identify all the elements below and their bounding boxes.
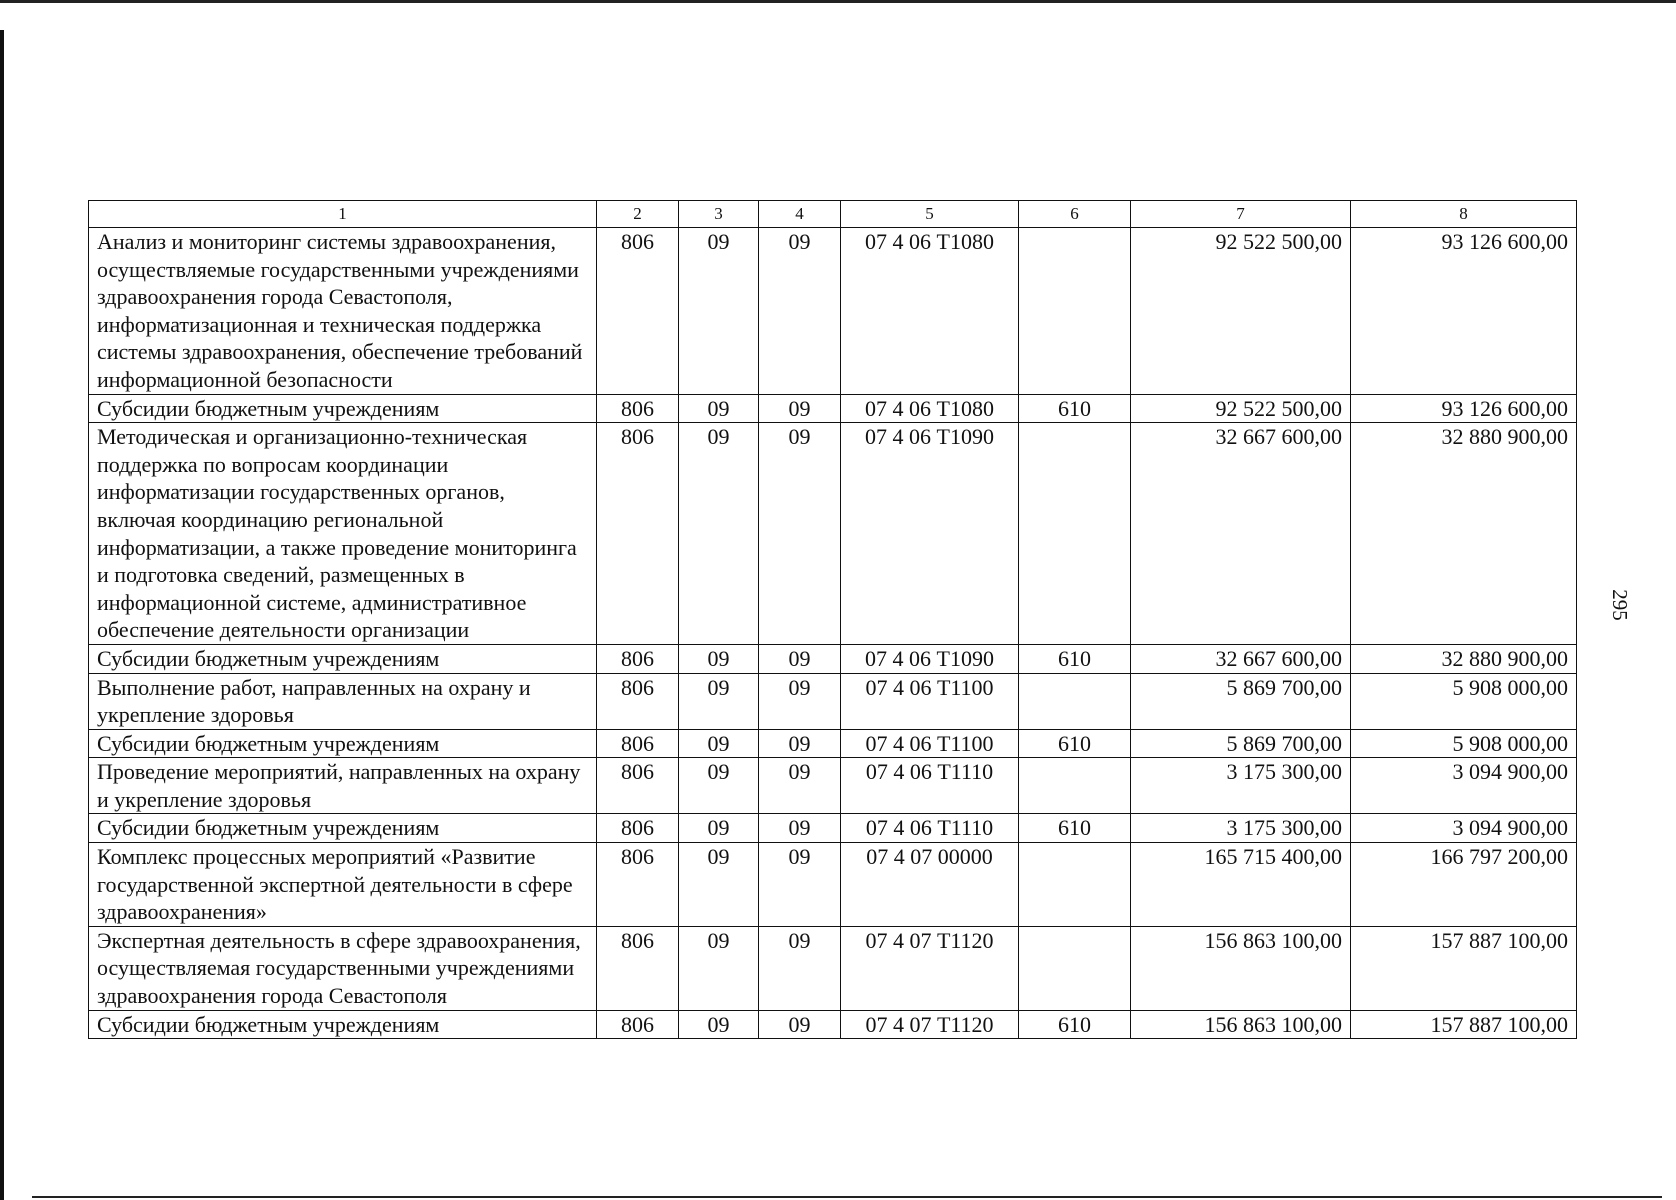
table-header: [89, 201, 1577, 228]
scan-edge-top: [0, 0, 1676, 3]
expense-type-code: 610: [1019, 394, 1131, 423]
header-row: [89, 201, 1577, 228]
ministry-code: 806: [597, 394, 679, 423]
item-name: Методическая и организационно-техническая поддержка по вопросам координации информатизации государственных органов, включая координацию региональной информатизации, а также проведение мониторинга и подготовка сведений, размещенных в информационной системе, административное обеспечение деятельности организации: [89, 423, 597, 645]
expense-type-code: 610: [1019, 644, 1131, 673]
expense-type-code: [1019, 423, 1131, 645]
subsection-code: 09: [759, 729, 841, 758]
expense-type-code: [1019, 228, 1131, 395]
page-number: 295: [1608, 589, 1632, 621]
expense-type-code: [1019, 673, 1131, 729]
target-article-code: 07 4 06 Т1090: [841, 423, 1019, 645]
subsection-code: 09: [759, 843, 841, 927]
target-article-code: 07 4 06 Т1090: [841, 644, 1019, 673]
amount-col-7: 32 667 600,00: [1131, 644, 1351, 673]
amount-col-8: 32 880 900,00: [1351, 423, 1577, 645]
ministry-code: 806: [597, 814, 679, 843]
item-name: Субсидии бюджетным учреждениям: [89, 814, 597, 843]
target-article-code: 07 4 07 Т1120: [841, 1010, 1019, 1039]
section-code: 09: [679, 926, 759, 1010]
target-article-code: 07 4 06 Т1080: [841, 394, 1019, 423]
amount-col-8: 93 126 600,00: [1351, 394, 1577, 423]
table-row: [89, 423, 1577, 645]
section-code: 09: [679, 423, 759, 645]
item-name: Экспертная деятельность в сфере здравоохранения, осуществляемая государственными учреждениями здравоохранения города Севастополя: [89, 926, 597, 1010]
ministry-code: 806: [597, 644, 679, 673]
table-row: [89, 729, 1577, 758]
scan-edge-bottom: [32, 1196, 1662, 1198]
amount-col-8: 3 094 900,00: [1351, 814, 1577, 843]
table-row: [89, 644, 1577, 673]
subsection-code: 09: [759, 1010, 841, 1039]
target-article-code: 07 4 06 Т1080: [841, 228, 1019, 395]
amount-col-7: 3 175 300,00: [1131, 814, 1351, 843]
target-article-code: 07 4 06 Т1100: [841, 729, 1019, 758]
item-name: Субсидии бюджетным учреждениям: [89, 1010, 597, 1039]
target-article-code: 07 4 07 00000: [841, 843, 1019, 927]
table-row: [89, 926, 1577, 1010]
section-code: 09: [679, 729, 759, 758]
header-col-3: 3: [679, 201, 759, 228]
amount-col-8: 32 880 900,00: [1351, 644, 1577, 673]
scan-edge-left: [0, 30, 4, 1200]
item-name: Выполнение работ, направленных на охрану и укрепление здоровья: [89, 673, 597, 729]
subsection-code: 09: [759, 423, 841, 645]
section-code: 09: [679, 814, 759, 843]
amount-col-8: 166 797 200,00: [1351, 843, 1577, 927]
header-col-2: 2: [597, 201, 679, 228]
amount-col-8: 5 908 000,00: [1351, 729, 1577, 758]
subsection-code: 09: [759, 814, 841, 843]
target-article-code: 07 4 07 Т1120: [841, 926, 1019, 1010]
item-name: Анализ и мониторинг системы здравоохранения, осуществляемые государственными учреждениями здравоохранения города Севастополя, информатизационная и техническая поддержка системы здравоохранения, обеспечение требований информационной безопасности: [89, 228, 597, 395]
amount-col-7: 5 869 700,00: [1131, 673, 1351, 729]
amount-col-8: 157 887 100,00: [1351, 926, 1577, 1010]
amount-col-7: 165 715 400,00: [1131, 843, 1351, 927]
subsection-code: 09: [759, 673, 841, 729]
target-article-code: 07 4 06 Т1110: [841, 758, 1019, 814]
amount-col-7: 156 863 100,00: [1131, 1010, 1351, 1039]
header-col-8: 8: [1351, 201, 1577, 228]
ministry-code: 806: [597, 843, 679, 927]
section-code: 09: [679, 843, 759, 927]
subsection-code: 09: [759, 394, 841, 423]
header-col-5: 5: [841, 201, 1019, 228]
amount-col-8: 157 887 100,00: [1351, 1010, 1577, 1039]
subsection-code: 09: [759, 644, 841, 673]
header-col-1: 1: [89, 201, 597, 228]
header-col-7: 7: [1131, 201, 1351, 228]
expense-type-code: 610: [1019, 1010, 1131, 1039]
item-name: Субсидии бюджетным учреждениям: [89, 644, 597, 673]
header-col-4: 4: [759, 201, 841, 228]
amount-col-7: 32 667 600,00: [1131, 423, 1351, 645]
section-code: 09: [679, 1010, 759, 1039]
item-name: Субсидии бюджетным учреждениям: [89, 729, 597, 758]
budget-table: [88, 200, 1577, 1039]
item-name: Проведение мероприятий, направленных на охрану и укрепление здоровья: [89, 758, 597, 814]
table-body: [89, 228, 1577, 1039]
ministry-code: 806: [597, 673, 679, 729]
ministry-code: 806: [597, 729, 679, 758]
ministry-code: 806: [597, 423, 679, 645]
ministry-code: 806: [597, 758, 679, 814]
ministry-code: 806: [597, 926, 679, 1010]
table-row: [89, 814, 1577, 843]
ministry-code: 806: [597, 1010, 679, 1039]
table-row: [89, 394, 1577, 423]
table-row: [89, 673, 1577, 729]
ministry-code: 806: [597, 228, 679, 395]
section-code: 09: [679, 394, 759, 423]
expense-type-code: 610: [1019, 814, 1131, 843]
table-row: [89, 1010, 1577, 1039]
amount-col-7: 5 869 700,00: [1131, 729, 1351, 758]
expense-type-code: [1019, 926, 1131, 1010]
item-name: Комплекс процессных мероприятий «Развитие государственной экспертной деятельности в сфере здравоохранения»: [89, 843, 597, 927]
section-code: 09: [679, 228, 759, 395]
subsection-code: 09: [759, 758, 841, 814]
section-code: 09: [679, 673, 759, 729]
amount-col-7: 92 522 500,00: [1131, 228, 1351, 395]
amount-col-7: 156 863 100,00: [1131, 926, 1351, 1010]
amount-col-8: 3 094 900,00: [1351, 758, 1577, 814]
table-row: [89, 758, 1577, 814]
subsection-code: 09: [759, 926, 841, 1010]
amount-col-8: 5 908 000,00: [1351, 673, 1577, 729]
amount-col-7: 3 175 300,00: [1131, 758, 1351, 814]
amount-col-7: 92 522 500,00: [1131, 394, 1351, 423]
target-article-code: 07 4 06 Т1110: [841, 814, 1019, 843]
section-code: 09: [679, 644, 759, 673]
expense-type-code: [1019, 758, 1131, 814]
expense-type-code: 610: [1019, 729, 1131, 758]
header-col-6: 6: [1019, 201, 1131, 228]
target-article-code: 07 4 06 Т1100: [841, 673, 1019, 729]
item-name: Субсидии бюджетным учреждениям: [89, 394, 597, 423]
expense-type-code: [1019, 843, 1131, 927]
amount-col-8: 93 126 600,00: [1351, 228, 1577, 395]
subsection-code: 09: [759, 228, 841, 395]
section-code: 09: [679, 758, 759, 814]
table-row: [89, 228, 1577, 395]
table-row: [89, 843, 1577, 927]
